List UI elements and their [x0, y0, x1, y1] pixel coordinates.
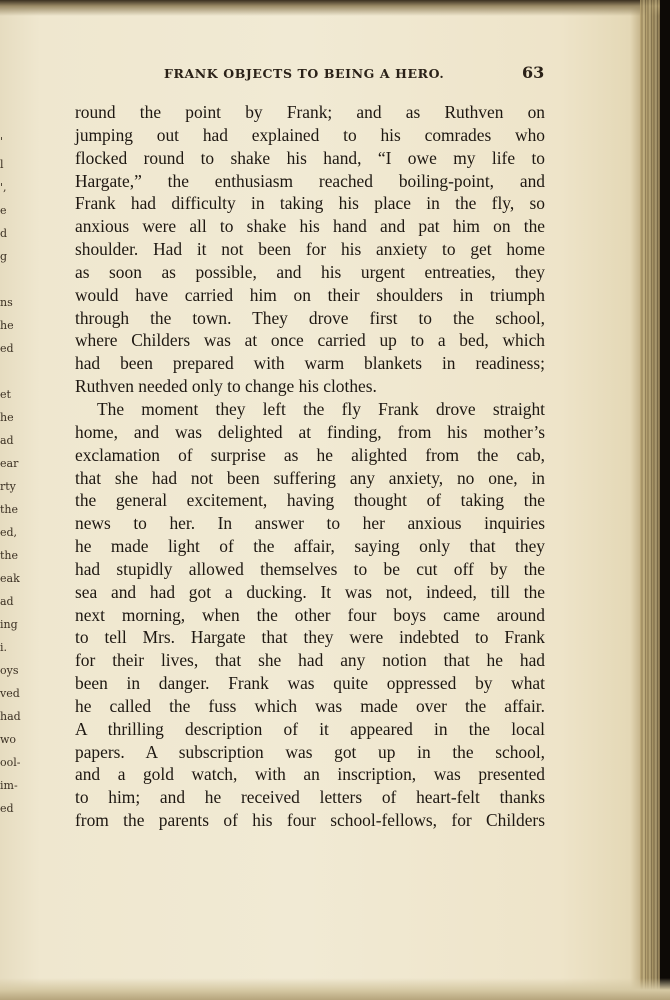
text-line: to tell Mrs. Hargate that they were indebted to Frank [75, 627, 545, 648]
margin-fragment: ad [0, 595, 14, 608]
margin-fragment: g [0, 250, 8, 263]
text-line: next morning, when the other four boys came around [75, 604, 545, 625]
text-line: and a gold watch, with an inscription, was presented [75, 764, 545, 785]
text-line: Ruthven needed only to change his clothes. [75, 376, 377, 397]
margin-fragment: had [0, 710, 21, 723]
paragraph [75, 398, 545, 832]
text-line: Hargate,” the enthusiasm reached boiling-point, and [75, 170, 545, 191]
body-text [75, 101, 545, 832]
margin-fragment: e [0, 204, 7, 217]
margin-fragment: the [0, 549, 19, 562]
margin-fragment: ool- [0, 756, 21, 769]
margin-fragment: et [0, 388, 11, 401]
text-line: sea and had got a ducking. It was not, indeed, till the [75, 581, 545, 602]
text-line: for their lives, that she had any notion that he had [75, 650, 545, 671]
top-edge-shadow [0, 0, 670, 16]
text-line: A thrilling description of it appeared in the local [75, 718, 545, 739]
text-line: would have carried him on their shoulders in triumph [75, 284, 545, 305]
text-line: flocked round to shake his hand, “I owe my life to [75, 147, 545, 168]
margin-fragment: i. [0, 641, 8, 654]
page-header [0, 62, 640, 86]
book-spine-shadow [660, 0, 670, 1000]
margin-fragment [0, 360, 16, 383]
text-line: had been prepared with warm blankets in readiness; [75, 353, 545, 374]
margin-fragment: ad [0, 434, 14, 447]
margin-fragment: ed, [0, 526, 18, 539]
text-line: the general excitement, having thought of taking the [75, 490, 545, 511]
text-line: as soon as possible, and his urgent entreaties, they [75, 261, 545, 282]
text-line: where Childers was at once carried up to a bed, which [75, 330, 545, 351]
margin-fragment: rty [0, 480, 16, 493]
margin-fragment: ing [0, 618, 18, 631]
margin-fragment: ved [0, 687, 20, 700]
text-line: he called the fuss which was made over the affair. [75, 695, 545, 716]
text-line: to him; and he received letters of heart-felt thanks [75, 787, 545, 808]
text-line: round the point by Frank; and as Ruthven on [75, 102, 545, 122]
margin-fragment: ear [0, 457, 19, 470]
text-line: Frank had difficulty in taking his place in the fly, so [75, 193, 545, 214]
margin-fragment: l [0, 158, 4, 171]
margin-fragment: im- [0, 779, 18, 792]
paragraph [75, 101, 545, 398]
text-line: through the town. They drove first to the school, [75, 307, 545, 328]
text-line: home, and was delighted at finding, from his mother’s [75, 421, 545, 442]
margin-fragment: the [0, 503, 19, 516]
margin-fragment: wo [0, 733, 17, 746]
text-line: shoulder. Had it not been for his anxiety to get home [75, 239, 545, 260]
margin-fragment: he [0, 319, 14, 332]
text-line: had stupidly allowed themselves to be cut off by the [75, 558, 545, 579]
bottom-edge-shadow [0, 978, 670, 1000]
page-number: 63 [522, 63, 545, 82]
margin-fragment: ', [0, 181, 7, 194]
margin-fragment: ' [0, 135, 4, 148]
margin-fragment: he [0, 411, 14, 424]
margin-fragment: eak [0, 572, 20, 585]
text-line: from the parents of his four school-fellows, for Childers [75, 810, 545, 831]
margin-fragment: ns [0, 296, 13, 309]
text-line: papers. A subscription was got up in the school, [75, 741, 545, 762]
margin-fragment: oys [0, 664, 19, 677]
text-line: been in danger. Frank was quite oppressed by what [75, 673, 545, 694]
text-line: The moment they left the fly Frank drove straight [97, 398, 545, 419]
text-line: he made light of the affair, saying only that they [75, 536, 545, 557]
text-line: news to her. In answer to her anxious inquiries [75, 513, 545, 534]
text-line: anxious were all to shake his hand and pat him on the [75, 216, 545, 237]
text-line: jumping out had explained to his comrades who [75, 124, 545, 145]
running-title: FRANK OBJECTS TO BEING A HERO. [164, 66, 445, 81]
text-line: exclamation of surprise as he alighted from the cab, [75, 444, 545, 465]
margin-fragment [0, 268, 16, 291]
facing-page-margin-fragments [0, 130, 21, 850]
text-line: that she had not been suffering any anxiety, no one, in [75, 467, 545, 488]
margin-fragment: ed [0, 802, 14, 815]
margin-fragment: ed [0, 342, 14, 355]
margin-fragment: d [0, 227, 8, 240]
